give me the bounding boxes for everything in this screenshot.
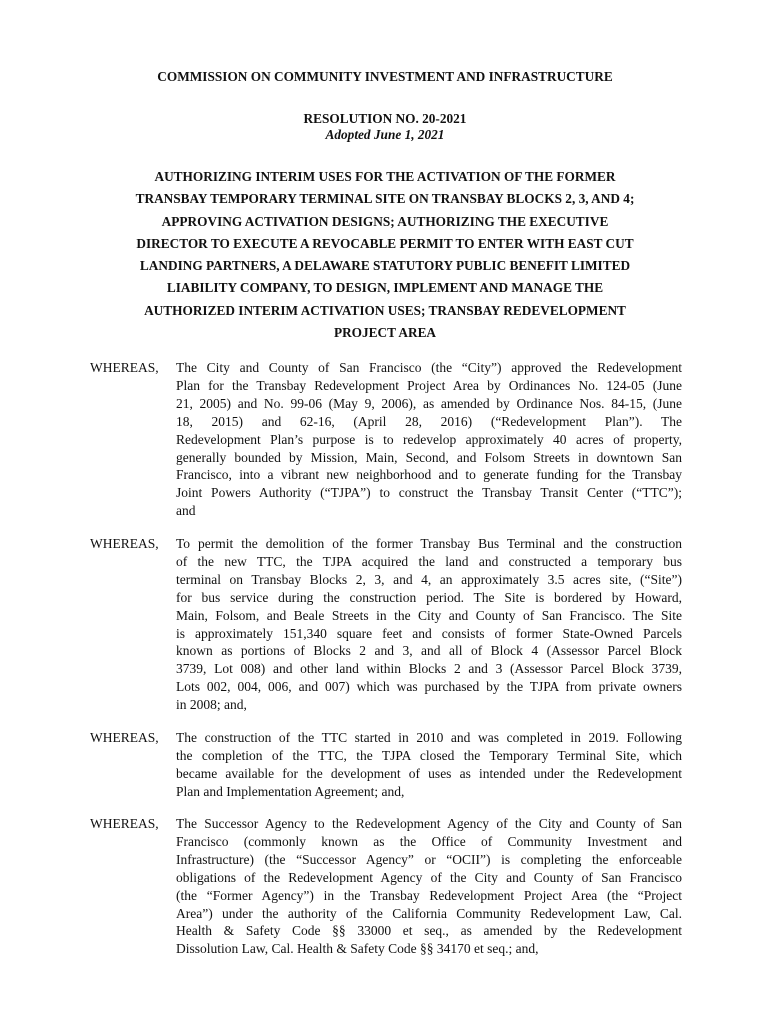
clause-body [176,535,682,714]
clause-line: Redevelopment Plan’s purpose is to redevelop approximately 40 acres of property, [176,431,682,447]
whereas-label: WHEREAS, [90,360,159,375]
clause-line: Francisco, into a vibrant new neighborhood and to generate funding for the Transbay [176,467,682,483]
clause-line: 3739, Lot 008) and other land within Blocks 2 and 3 (Assessor Parcel Block 3739, [176,661,682,677]
whereas-label: WHEREAS, [90,730,159,745]
adopted-date: Adopted June 1, 2021 [325,127,445,142]
resolution-number: RESOLUTION NO. 20-2021 [303,111,467,126]
whereas-label: WHEREAS, [90,816,159,831]
clause-line: Francisco (commonly known as the Office of Community Investment and [176,833,682,849]
clause-line: Lots 002, 004, 006, and 007) which was purchased by the TJPA from private owners [176,679,682,695]
clause-body [176,359,682,520]
clause-line: Plan and Implementation Agreement; and, [176,783,405,799]
clause-line: obligations of the Redevelopment Agency of the City and County of San Francisco [176,869,682,885]
clause-line: of the new TTC, the TJPA acquired the land and constructed a temporary bus [176,553,682,569]
clause-line: generally bounded by Mission, Main, Second, and Folsom Streets in downtown San [176,449,682,465]
whereas-label: WHEREAS, [90,536,159,551]
clause-line: Area”) under the authority of the California Community Redevelopment Law, Cal. [176,905,682,921]
clause-body [176,815,682,958]
clause-line: Plan for the Transbay Redevelopment Project Area by Ordinances No. 124-05 (June [176,377,682,393]
clause-line: The Successor Agency to the Redevelopment Agency of the City and County of San [176,816,682,831]
resolution-title [90,166,680,344]
clause-line: To permit the demolition of the former Transbay Bus Terminal and the construction [176,536,682,551]
clause-line: The construction of the TTC started in 2010 and was completed in 2019. Following [176,730,682,745]
clause-line: The City and County of San Francisco (the “City”) approved the Redevelopment [176,360,682,375]
clause-line: 21, 2005) and No. 99-06 (May 9, 2006), as amended by Ordinance Nos. 84-15, (June [176,395,682,411]
clause-line: the completion of the TTC, the TJPA closed the Temporary Terminal Site, which [176,747,682,763]
title-line: TRANSBAY TEMPORARY TERMINAL SITE ON TRANSBAY BLOCKS 2, 3, AND 4; [135,191,635,207]
title-line: LANDING PARTNERS, A DELAWARE STATUTORY PUBLIC BENEFIT LIMITED [139,258,631,274]
title-line: PROJECT AREA [333,325,437,341]
title-line: DIRECTOR TO EXECUTE A REVOCABLE PERMIT TO ENTER WITH EAST CUT [136,235,634,251]
clause-body [176,729,682,801]
clause-line: is approximately 151,340 square feet and consists of former State-Owned Parcels [176,625,682,641]
clause-line: Dissolution Law, Cal. Health & Safety Code §§ 34170 et seq.; and, [176,941,539,957]
title-line: LIABILITY COMPANY, TO DESIGN, IMPLEMENT AND MANAGE THE [166,280,604,296]
clause-line: Infrastructure) (the “Successor Agency” or “OCII”) is completing the enforceable [176,851,682,867]
title-line: AUTHORIZING INTERIM USES FOR THE ACTIVATION OF THE FORMER [154,169,616,184]
clause-line: Main, Folsom, and Beale Streets in the City and County of San Francisco. The Site [176,607,682,623]
title-line: APPROVING ACTIVATION DESIGNS; AUTHORIZING THE EXECUTIVE [161,213,609,229]
clause-line: and [176,503,196,519]
commission-heading: COMMISSION ON COMMUNITY INVESTMENT AND INFRASTRUCTURE [157,69,613,84]
clause-line: became available for the development of uses as intended under the Redevelopment [176,765,682,781]
clause-line: known as portions of Blocks 2 and 3, and all of Block 4 (Assessor Parcel Block [176,643,682,659]
clause-line: for bus service during the construction period. The Site is bordered by Howard, [176,589,682,605]
clause-line: terminal on Transbay Blocks 2, 3, and 4, an approximately 3.5 acres site, (“Site”) [176,571,682,587]
clause-line: 18, 2015) and 62-16, (April 28, 2016) (“Redevelopment Plan”). The [176,413,682,429]
clause-line: Joint Powers Authority (“TJPA”) to construct the Transbay Transit Center (“TTC”); [176,485,682,501]
title-line: AUTHORIZED INTERIM ACTIVATION USES; TRANSBAY REDEVELOPMENT [144,302,626,318]
clause-line: in 2008; and, [176,697,247,713]
clause-line: (the “Former Agency”) in the Transbay Redevelopment Project Area (the “Project [176,887,682,903]
clause-line: Health & Safety Code §§ 33000 et seq., as amended by the Redevelopment [176,923,682,939]
